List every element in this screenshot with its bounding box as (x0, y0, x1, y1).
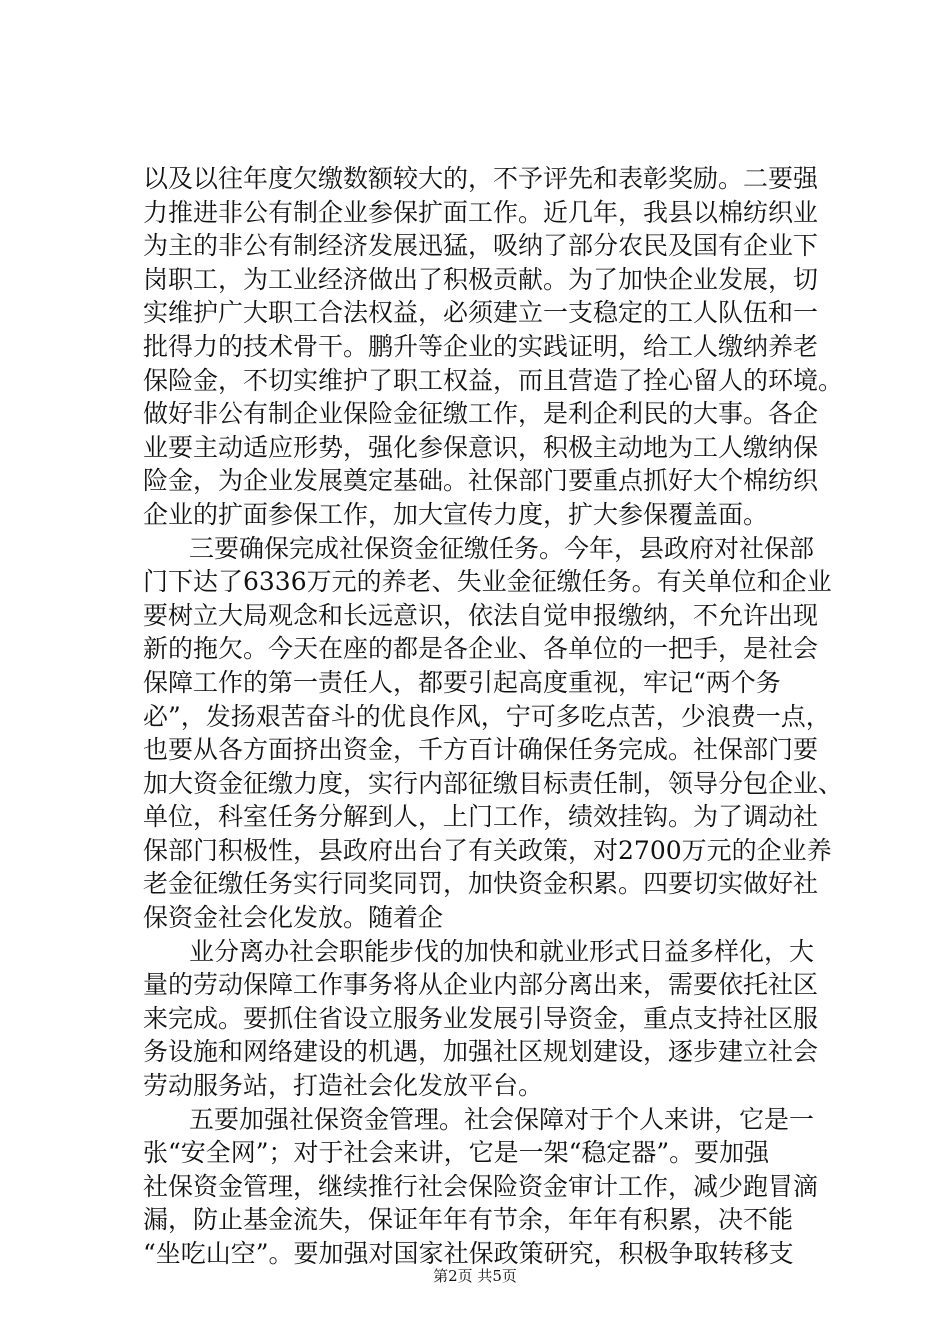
text-line: 来完成。要抓住省设立服务业发展引导资金，重点支持社区服 (143, 1003, 819, 1033)
text-line: 保障工作的第一责任人，都要引起高度重视，牢记“两个务 (143, 667, 781, 697)
text-line: 劳动服务站，打造社会化发放平台。 (143, 1071, 544, 1101)
paragraph (143, 935, 843, 1103)
text-line: 企业的扩面参保工作，加大宣传力度，扩大参保覆盖面。 (143, 499, 769, 529)
text-line: 必”，发扬艰苦奋斗的优良作风，宁可多吃点苦，少浪费一点， (143, 701, 831, 731)
paragraph (143, 162, 843, 532)
text-line: 三要确保完成社保资金征缴任务。今年，县政府对社保部 (189, 533, 815, 563)
paragraph (143, 1103, 843, 1271)
text-line: 为主的非公有制经济发展迅猛，吸纳了部分农民及国有企业下 (143, 231, 819, 261)
text-line: 门下达了6336万元的养老、失业金征缴任务。有关单位和企业 (143, 567, 832, 597)
text-line: 做好非公有制企业保险金征缴工作，是利企利民的大事。各企 (143, 399, 819, 429)
document-body (143, 162, 843, 1271)
text-line: “坐吃山空”。要加强对国家社保政策研究，积极争取转移支 (143, 1239, 794, 1268)
text-line: 力推进非公有制企业参保扩面工作。近几年，我县以棉纺织业 (143, 197, 819, 227)
text-line: 五要加强社保资金管理。社会保障对于个人来讲，它是一 (189, 1104, 815, 1134)
text-line: 加大资金征缴力度，实行内部征缴目标责任制，领导分包企业、 (143, 768, 844, 798)
text-line: 业分离办社会职能步伐的加快和就业形式日益多样化，大 (189, 936, 815, 966)
text-line: 务设施和网络建设的机遇，加强社区规划建设，逐步建立社会 (143, 1037, 819, 1067)
text-line: 新的拖欠。今天在座的都是各企业、各单位的一把手，是社会 (143, 634, 819, 664)
text-line: 量的劳动保障工作事务将从企业内部分离出来，需要依托社区 (143, 970, 819, 1000)
text-line: 保部门积极性，县政府出台了有关政策，对2700万元的企业养 (143, 835, 832, 865)
text-line: 社保资金管理，继续推行社会保险资金审计工作，减少跑冒滴 (143, 1171, 819, 1201)
text-line: 漏，防止基金流失，保证年年有节余，年年有积累，决不能 (143, 1205, 794, 1235)
text-line: 张“安全网”；对于社会来讲，它是一架“稳定器”。要加强 (143, 1138, 770, 1168)
text-line: 老金征缴任务实行同奖同罚，加快资金积累。四要切实做好社 (143, 869, 819, 899)
text-line: 也要从各方面挤出资金，千方百计确保任务完成。社保部门要 (143, 735, 819, 765)
text-line: 要树立大局观念和长远意识，依法自觉申报缴纳，不允许出现 (143, 600, 819, 630)
paragraph (143, 532, 843, 935)
text-line: 保资金社会化发放。随着企 (143, 903, 444, 933)
text-line: 单位，科室任务分解到人，上门工作，绩效挂钩。为了调动社 (143, 802, 819, 832)
text-line: 险金，为企业发展奠定基础。社保部门要重点抓好大个棉纺织 (143, 466, 819, 496)
text-line: 保险金，不切实维护了职工权益，而且营造了拴心留人的环境。 (143, 365, 844, 395)
text-line: 批得力的技术骨干。鹏升等企业的实践证明，给工人缴纳养老 (143, 331, 819, 361)
text-line: 业要主动适应形势，强化参保意识，积极主动地为工人缴纳保 (143, 432, 819, 462)
text-line: 岗职工，为工业经济做出了积极贡献。为了加快企业发展，切 (143, 264, 819, 294)
text-line: 以及以往年度欠缴数额较大的，不予评先和表彰奖励。二要强 (143, 164, 819, 193)
page-footer: 第2页 共5页 (433, 1267, 517, 1285)
text-line: 实维护广大职工合法权益，必须建立一支稳定的工人队伍和一 (143, 298, 819, 328)
